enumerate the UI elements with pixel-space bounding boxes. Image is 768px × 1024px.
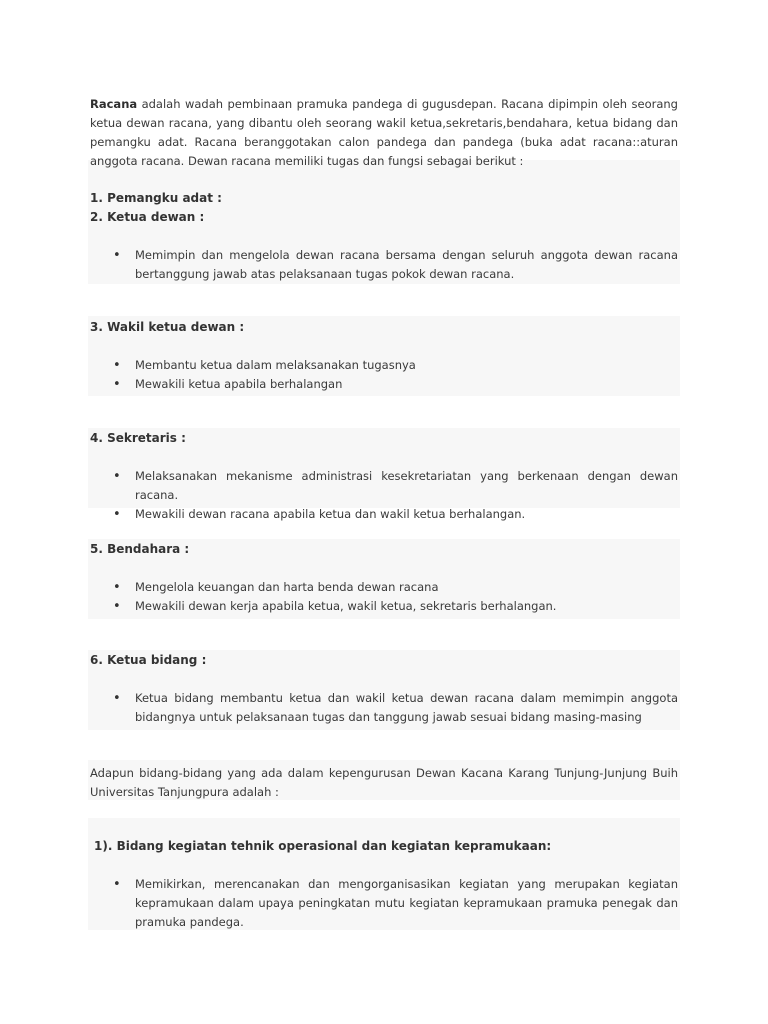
list-ketua-dewan [90, 246, 678, 284]
heading-bidang-kegiatan: 1). Bidang kegiatan tehnik operasional dan kegiatan kepramukaan: [94, 839, 552, 853]
heading-pemangku-adat: 1. Pemangku adat : [90, 191, 222, 205]
bullet-icon: • [113, 469, 121, 484]
heading-ketua-bidang: 6. Ketua bidang : [90, 653, 207, 667]
bullet-icon: • [113, 248, 121, 263]
list-item: • Memikirkan, merencanakan dan mengorganisasikan kegiatan yang merupakan kegiatan kepramukaan dalam upaya peningkatan mutu kegiatan kepramukaan pramuka penegak dan pramuka pandega. [113, 877, 678, 929]
list-item: • Mengelola keuangan dan harta benda dewan racana [113, 580, 439, 595]
intro-text: adalah wadah pembinaan pramuka pandega di gugusdepan. Racana dipimpin oleh seorang ketua dewan racana, yang dibantu oleh seorang wakil ketua,sekretaris,bendahara, ketua bidang dan pemangku adat. Racana beranggotakan calon pandega dan pandega (buka adat racana::aturan anggota racana. Dewan racana memiliki tugas dan fungsi sebagai berikut : [90, 97, 678, 168]
list-item: • Ketua bidang membantu ketua dan wakil ketua dewan racana dalam memimpin anggota bidangnya untuk pelaksanaan tugas dan tanggung jawab sesuai bidang masing-masing [113, 691, 678, 724]
list-sekretaris [90, 467, 678, 524]
heading-wakil-ketua-dewan: 3. Wakil ketua dewan : [90, 320, 245, 334]
list-item: • Memimpin dan mengelola dewan racana bersama dengan seluruh anggota dewan racana bertanggung jawab atas pelaksanaan tugas pokok dewan racana. [113, 248, 678, 281]
bullet-icon: • [113, 580, 121, 595]
heading-ketua-dewan: 2. Ketua dewan : [90, 210, 205, 224]
intro-term: Racana [90, 97, 138, 111]
bullet-icon: • [113, 377, 121, 392]
list-item: • Melaksanakan mekanisme administrasi kesekretariatan yang berkenaan dengan dewan racana. [113, 469, 678, 502]
intro-paragraph [90, 95, 678, 171]
list-item: • Mewakili dewan kerja apabila ketua, wakil ketua, sekretaris berhalangan. [113, 599, 557, 614]
bullet-icon: • [113, 877, 121, 892]
heading-bendahara: 5. Bendahara : [90, 542, 190, 556]
bullet-icon: • [113, 507, 121, 522]
list-item: • Mewakili ketua apabila berhalangan [113, 377, 343, 392]
outro-paragraph: Adapun bidang-bidang yang ada dalam kepengurusan Dewan Kacana Karang Tunjung-Junjung Buih Universitas Tanjungpura adalah : [90, 766, 678, 799]
bullet-icon: • [113, 358, 121, 373]
list-bidang-kegiatan [90, 875, 678, 932]
list-item: • Membantu ketua dalam melaksanakan tugasnya [113, 358, 416, 373]
bullet-icon: • [113, 599, 121, 614]
heading-sekretaris: 4. Sekretaris : [90, 431, 186, 445]
list-wakil-ketua-dewan [90, 356, 678, 394]
list-ketua-bidang [90, 689, 678, 727]
bullet-icon: • [113, 691, 121, 706]
list-bendahara [90, 578, 678, 616]
list-item: • Mewakili dewan racana apabila ketua dan wakil ketua berhalangan. [113, 507, 526, 522]
